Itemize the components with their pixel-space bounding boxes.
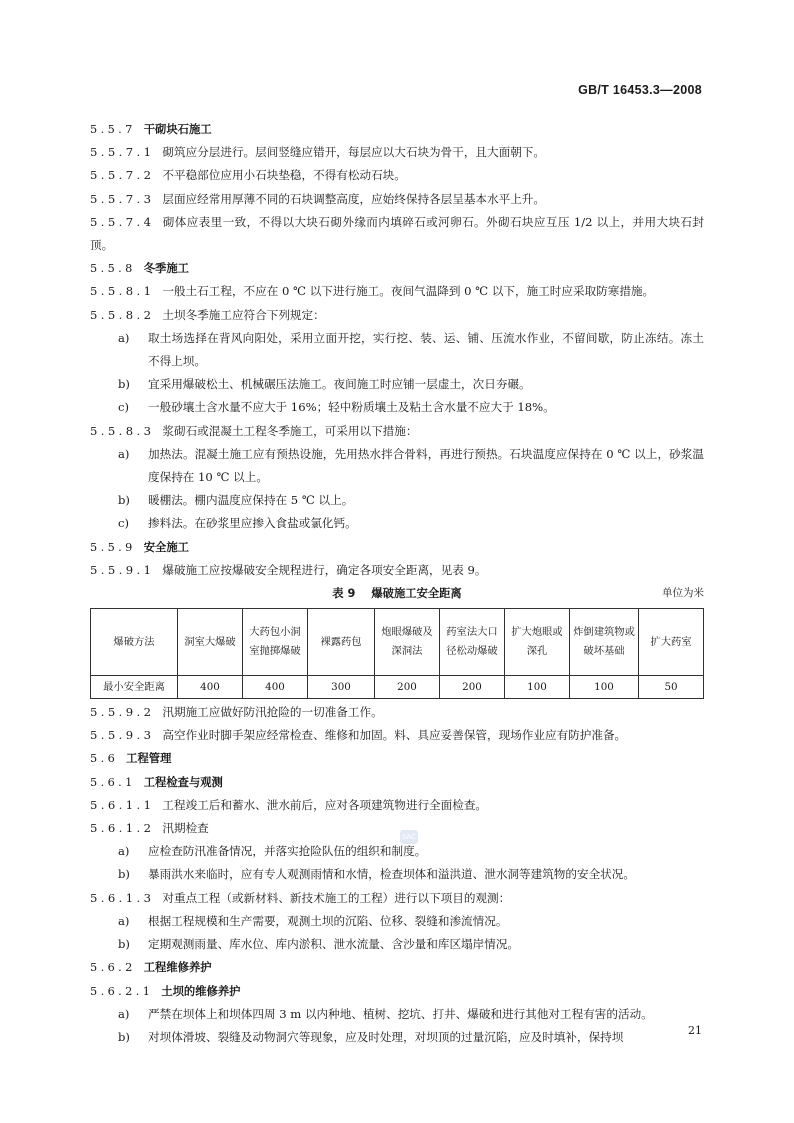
clause: 5.5.8.1 一般土石工程，不应在 0 ℃ 以下进行施工。夜间气温降到 0 ℃ 以下，施工时应采取防寒措施。 [90, 284, 655, 299]
table-header-row [91, 609, 704, 676]
clause: 5.6.1.2 汛期检查 [90, 821, 209, 836]
table-cell: 最小安全距离 [91, 676, 178, 699]
page-number: 21 [688, 1024, 702, 1037]
table-caption [90, 582, 704, 605]
section-heading: 5.6.2.1 土坝的维修养护 [90, 984, 241, 998]
table-cell: 100 [505, 676, 570, 699]
section-heading: 5.6.1 工程检查与观测 [90, 775, 223, 789]
table-header-cell: 扩大药室 [639, 609, 704, 676]
list-item: b) 定期观测雨量、库水位、库内淤积、泄水流量、含沙量和库区塌岸情况。 [118, 937, 520, 952]
clause: 5.5.9.2 汛期施工应做好防汛抢险的一切准备工作。 [90, 705, 383, 720]
list-item: a) 根据工程规模和生产需要，观测土坝的沉陷、位移、裂缝和渗流情况。 [118, 913, 508, 928]
table-header-cell: 扩大炮眼或深孔 [505, 609, 570, 676]
list-item: a) 应检查防汛准备情况，并落实抢险队伍的组织和制度。 [118, 844, 427, 859]
list-item: a) 取土场选择在背风向阳处，采用立面开挖，实行挖、装、运、铺、压流水作业，不留间歇，防止冻结。冻土不得上坝。 [118, 330, 704, 369]
clause: 5.6.1.1 工程竣工后和蓄水、泄水前后，应对各项建筑物进行全面检查。 [90, 797, 488, 812]
clause: 5.5.9.3 高空作业时脚手架应经常检查、维修和加固。料、具应妥善保管，现场作业应有防护准备。 [90, 728, 627, 743]
list-item: b) 宜采用爆破松土、机械碾压法施工。夜间施工时应铺一层虚土，次日夯碾。 [118, 377, 531, 392]
table-cell: 100 [570, 676, 639, 699]
document-body [90, 118, 704, 1049]
table-header-cell: 爆破方法 [91, 609, 178, 676]
table-cell: 200 [440, 676, 505, 699]
clause: 5.5.7.3 层面应经常用厚薄不同的石块调整高度，应始终保持各层呈基本水平上升。 [90, 191, 545, 206]
clause: 5.5.7.4 砌体应表里一致，不得以大块石砌外缘而内填碎石或河卵石。外砌石块应互压 1/2 以上，并用大块石封顶。 [90, 214, 704, 253]
table-cell: 200 [375, 676, 440, 699]
blasting-distance-table [90, 608, 704, 699]
clause: 5.6.1.3 对重点工程（或新材料、新技术施工的工程）进行以下项目的观测： [90, 890, 511, 905]
list-item: b) 暖棚法。棚内温度应保持在 5 ℃ 以上。 [118, 493, 354, 508]
clause: 5.5.8.3 浆砌石或混凝土工程冬季施工，可采用以下措施： [90, 423, 418, 438]
table-row [91, 676, 704, 699]
table-header-cell: 洞室大爆破 [178, 609, 243, 676]
clause: 5.5.9.1 爆破施工应按爆破安全规程进行，确定各项安全距离，见表 9。 [90, 562, 487, 577]
watermark-logo-icon: SAC [400, 830, 418, 844]
table-cell: 400 [178, 676, 243, 699]
clause: 5.5.8.2 土坝冬季施工应符合下列规定： [90, 307, 325, 322]
table-title: 表 9 爆破施工安全距离 [332, 587, 462, 601]
table-header-cell: 药室法大口径松动爆破 [440, 609, 505, 676]
table-unit: 单位为米 [662, 587, 704, 600]
section-heading: 5.5.7 干砌块石施工 [90, 123, 212, 136]
table-cell: 400 [243, 676, 308, 699]
table-header-cell: 炮眼爆破及深洞法 [375, 609, 440, 676]
table-cell: 300 [308, 676, 375, 699]
table-header-cell: 裸露药包 [308, 609, 375, 676]
clause: 5.5.7.1 砌筑应分层进行。层间竖缝应错开，每层应以大石块为骨干，且大面朝下。 [90, 145, 545, 160]
section-heading: 5.6 工程管理 [90, 752, 172, 766]
table-header-cell: 炸倒建筑物或破坏基础 [570, 609, 639, 676]
table-cell: 50 [639, 676, 704, 699]
clause: 5.5.7.2 不平稳部位应用小石块垫稳，不得有松动石块。 [90, 168, 406, 183]
list-item: c) 一般砂壤土含水量不应大于 16%；轻中粉质壤土及粘土含水量不应大于 18%。 [118, 400, 555, 415]
list-item: b) 对坝体滑坡、裂缝及动物洞穴等现象，应及时处理，对坝顶的过量沉陷，应及时填补，保持坝 [118, 1029, 624, 1044]
list-item: a) 严禁在坝体上和坝体四周 3 m 以内种地、植树、挖坑、打井、爆破和进行其他对工程有害的活动。 [118, 1006, 653, 1021]
section-heading: 5.5.9 安全施工 [90, 540, 189, 554]
list-item: a) 加热法。混凝土施工应有预热设施，先用热水拌合骨料，再进行预热。石块温度应保持在 0 ℃ 以上，砂浆温度保持在 10 ℃ 以上。 [118, 446, 704, 485]
section-heading: 5.6.2 工程维修养护 [90, 961, 212, 975]
section-heading: 5.5.8 冬季施工 [90, 262, 189, 276]
standard-code: GB/T 16453.3—2008 [578, 83, 702, 97]
list-item: b) 暴雨洪水来临时，应有专人观测雨情和水情，检查坝体和溢洪道、泄水洞等建筑物的安全状况。 [118, 867, 635, 882]
table-header-cell: 大药包小洞室抛掷爆破 [243, 609, 308, 676]
list-item: c) 掺料法。在砂浆里应掺入食盐或氯化钙。 [118, 516, 357, 531]
